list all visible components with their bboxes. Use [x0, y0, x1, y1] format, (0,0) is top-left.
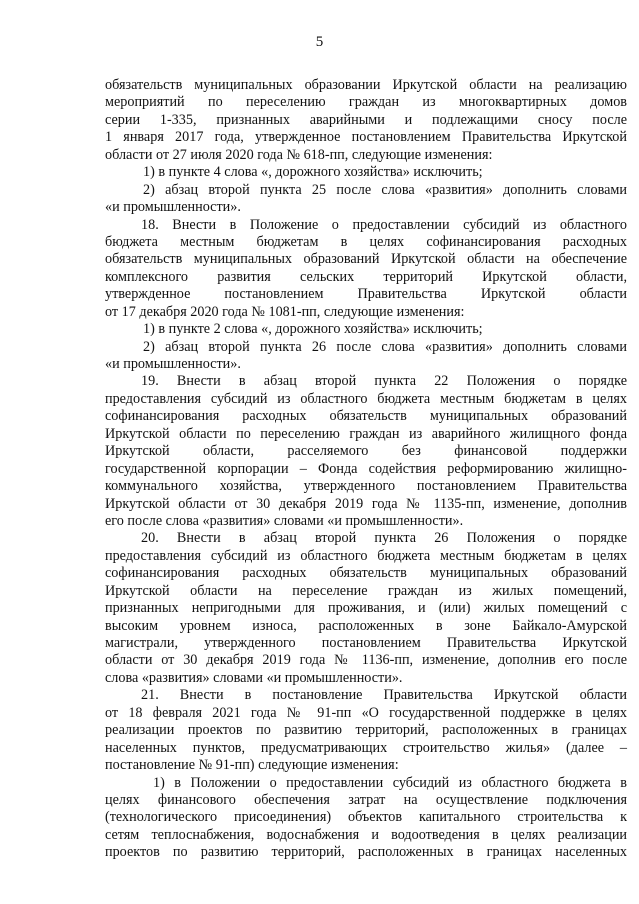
text-line: от 17 декабря 2020 года № 1081-пп, следующие изменения:	[105, 303, 465, 320]
text-line: 1) в Положении о предоставлении субсидий из областного бюджета в	[153, 774, 627, 791]
text-line: обязательств муниципальных образований Иркутской области на обеспечение	[105, 251, 627, 268]
text-line: «и промышленности».	[105, 199, 241, 216]
page-number: 5	[315, 34, 324, 50]
text-line: 20. Внести в абзац второй пункта 26 Положения о порядке	[141, 530, 627, 547]
text-line: 1) в пункте 2 слова «, дорожного хозяйства» исключить;	[143, 321, 483, 338]
text-line: комплексного развития сельских территорий Иркутской области,	[105, 268, 627, 285]
text-line: софинансирования расходных обязательств муниципальных образований	[105, 408, 627, 425]
text-line: области от 27 июля 2020 года № 618-пп, следующие изменения:	[105, 146, 493, 163]
text-line: 19. Внести в абзац второй пункта 22 Положения о порядке	[141, 373, 627, 390]
text-line: государственной корпорации – Фонда содействия реформированию жилищно-	[105, 460, 627, 477]
document-body	[105, 77, 627, 862]
text-line: магистрали, утвержденного постановлением Правительства Иркутской	[105, 635, 627, 651]
text-line: от 18 февраля 2021 года № 91-пп «О государственной поддержке в целях	[105, 704, 627, 721]
text-line: слова «развития» словами «и промышленности».	[105, 669, 403, 686]
text-line: утвержденное постановлением Правительства Иркутской области	[105, 286, 627, 303]
text-line: реализации проектов по развитию территорий, расположенных в границах	[105, 722, 627, 739]
text-line: сетям теплоснабжения, водоснабжения и водоотведения в целях реализации	[105, 826, 627, 843]
text-line: Иркутской области, расселяемого без финансовой поддержки	[105, 443, 627, 460]
text-line: постановление № 91-пп) следующие изменения:	[105, 757, 399, 774]
text-line: целях финансового обеспечения затрат на осуществление подключения	[105, 791, 627, 808]
text-line: 2) абзац второй пункта 26 после слова «развития» дополнить словами	[143, 338, 627, 355]
text-line: высоким уровнем износа, расположенных в зоне Байкало-Амурской	[105, 617, 627, 634]
text-line: 21. Внести в постановление Правительства Иркутской области	[141, 687, 627, 704]
text-line: обязательств муниципальных образовании Иркутской области на реализацию	[105, 77, 627, 93]
text-line: населенных пунктов, предусматривающих строительство жилья» (далее –	[105, 739, 627, 756]
text-line: предоставления субсидий из областного бюджета местным бюджетам в целях	[105, 390, 627, 407]
text-line: серии 1-335, признанных аварийными и подлежащими сносу после	[105, 111, 627, 128]
text-line: его после слова «развития» словами «и промышленности».	[105, 512, 464, 529]
text-line: мероприятий по переселению граждан из многоквартирных домов	[105, 94, 627, 111]
text-line: «и промышленности».	[105, 356, 241, 372]
text-line: 18. Внести в Положение о предоставлении субсидий из областного	[141, 216, 627, 233]
text-line: бюджета местным бюджетам в целях софинансирования расходных	[105, 233, 627, 250]
text-line: софинансирования расходных обязательств муниципальных образований	[105, 565, 627, 582]
text-line: проектов по развитию территорий, расположенных в границах населенных	[105, 844, 627, 861]
text-line: признанных непригодными для проживания, и (или) жилых помещений с	[105, 600, 627, 617]
text-line: Иркутской области от 30 декабря 2019 года № 1135-пп, изменение, дополнив	[105, 495, 627, 512]
text-line: 1) в пункте 4 слова «, дорожного хозяйства» исключить;	[143, 164, 483, 181]
text-line: Иркутской области по переселению граждан из аварийного жилищного фонда	[105, 425, 627, 442]
text-line: Иркутской области на переселение граждан из жилых помещений,	[105, 582, 627, 599]
text-line: (технологического присоединения) объектов капитального строительства к	[105, 809, 627, 826]
text-line: области от 30 декабря 2019 года № 1136-пп, изменение, дополнив его после	[105, 652, 627, 669]
text-line: 2) абзац второй пункта 25 после слова «развития» дополнить словами	[143, 181, 627, 198]
text-line: 1 января 2017 года, утвержденное постановлением Правительства Иркутской	[105, 129, 627, 146]
text-line: предоставления субсидий из областного бюджета местным бюджетам в целях	[105, 547, 627, 564]
text-line: коммунального хозяйства, утвержденного постановлением Правительства	[105, 478, 627, 495]
